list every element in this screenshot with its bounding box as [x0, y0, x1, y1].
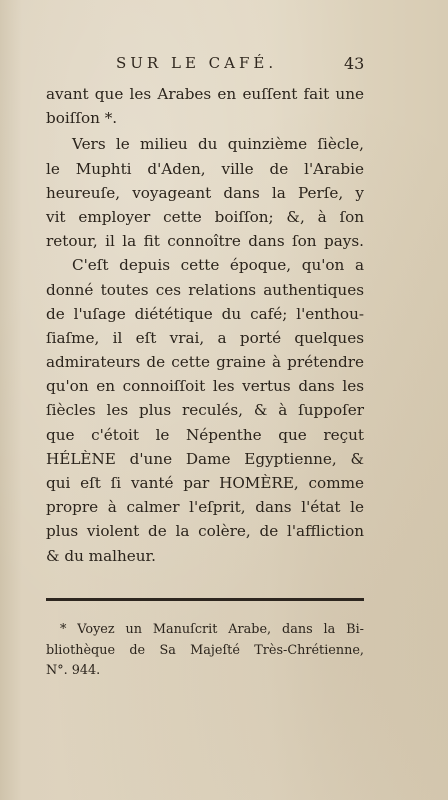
text-line: qui eſt ſi vanté par HOMÈRE, comme — [46, 474, 364, 492]
text-line: heureuſe, voyageant dans la Perſe, y — [46, 183, 364, 202]
text-line: ſiaſme, il eſt vrai, a porté quelques — [46, 328, 364, 347]
text-line: qu'on en connoiſſoit les vertus dans les — [46, 377, 364, 396]
text-line: vit employer cette boiſſon; &, à ſon — [46, 207, 364, 226]
footnote-rule — [46, 598, 364, 601]
text-line: donné toutes ces relations authentiques — [46, 280, 364, 299]
text-line: C'eſt depuis cette époque, qu'on a — [72, 256, 364, 275]
footnote-line: N°. 944. — [46, 663, 101, 678]
text-line: que c'étoit le Népenthe que reçut — [46, 425, 364, 444]
main-text — [46, 82, 364, 568]
text-line: ſiècles les plus reculés, & à ſuppoſer — [46, 401, 364, 420]
text-line: le Muphti d'Aden, ville de l'Arabie — [46, 159, 364, 178]
text-line: propre à calmer l'eſprit, dans l'état le — [46, 498, 364, 517]
text-line: de l'uſage diététique du café; l'enthou- — [46, 304, 364, 323]
text-line: plus violent de la colère, de l'affliction — [46, 522, 364, 541]
text-line: avant que les Arabes en euſſent fait une — [46, 85, 364, 103]
text-line: HÉLÈNE d'une Dame Egyptienne, & — [46, 449, 364, 468]
page-number: 43 — [344, 54, 365, 73]
text-line: Vers le milieu du quinzième ſiècle, — [72, 135, 364, 154]
text-line: & du malheur. — [46, 546, 156, 565]
footnote-line: * Voyez un Manuſcrit Arabe, dans la Bi- — [60, 622, 364, 637]
footnote-line: bliothèque de Sa Majeſté Très-Chrétienne, — [46, 642, 364, 658]
text-line: retour, il la fit connoître dans ſon pays. — [46, 232, 364, 251]
running-title: SUR LE CAFÉ. — [116, 54, 278, 72]
footnote — [46, 620, 364, 682]
text-line: boiſſon *. — [46, 109, 118, 128]
text-line: admirateurs de cette graine à prétendre — [46, 353, 364, 372]
page-header — [0, 54, 448, 82]
